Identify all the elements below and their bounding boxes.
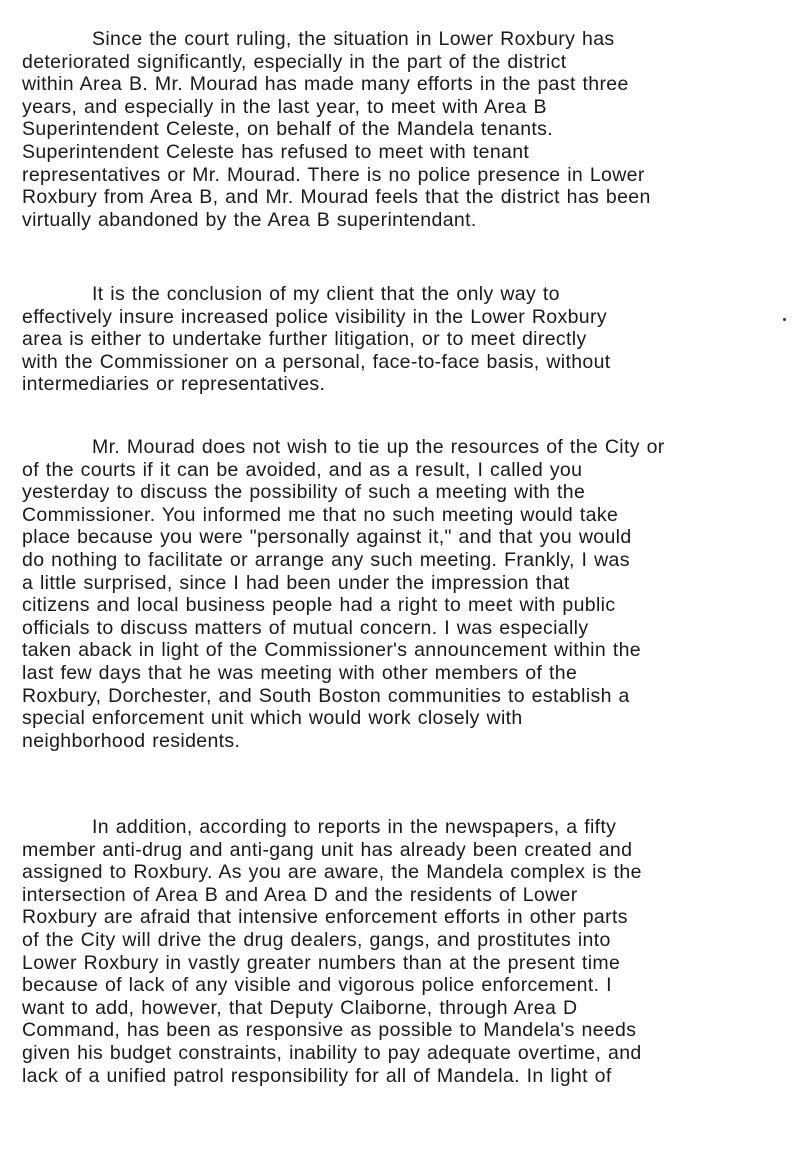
text-line: It is the conclusion of my client that the only way to [92,283,560,305]
text-line: deteriorated significantly, especially in the part of the district [22,50,567,73]
text-line: years, and especially in the last year, to meet with Area B [22,95,547,118]
scan-speck [783,318,786,321]
text-line: Mr. Mourad does not wish to tie up the resources of the City or [92,436,665,458]
text-line: do nothing to facilitate or arrange any such meeting. Frankly, I was [22,548,630,571]
text-line: citizens and local business people had a right to meet with public [22,594,616,617]
paragraph-court-ruling [22,28,782,231]
text-line: Roxbury, Dorchester, and South Boston communities to establish a [22,684,630,707]
text-line: want to add, however, that Deputy Claiborne, through Area D [22,996,578,1019]
text-line: Since the court ruling, the situation in Lower Roxbury has [92,28,615,50]
text-line: In addition, according to reports in the newspapers, a fifty [92,816,617,838]
text-line: because of lack of any visible and vigorous police enforcement. I [22,974,612,997]
text-line: effectively insure increased police visibility in the Lower Roxbury [22,305,607,328]
text-line: last few days that he was meeting with other members of the [22,661,578,684]
text-line: of the City will drive the drug dealers, gangs, and prostitutes into [22,928,611,951]
text-line: assigned to Roxbury. As you are aware, the Mandela complex is the [22,861,642,884]
text-line: yesterday to discuss the possibility of such a meeting with the [22,481,586,504]
text-line: officials to discuss matters of mutual concern. I was especially [22,616,589,639]
text-line: virtually abandoned by the Area B superintendant. [22,208,477,231]
text-line: given his budget constraints, inability to pay adequate overtime, and [22,1041,642,1064]
text-line: Command, has been as responsive as possible to Mandela's needs [22,1019,637,1042]
text-line: special enforcement unit which would work closely with [22,707,523,730]
text-line: intersection of Area B and Area D and the residents of Lower [22,883,578,906]
text-line: intermediaries or representatives. [22,373,326,396]
text-line: with the Commissioner on a personal, face-to-face basis, without [22,350,611,373]
text-line: Superintendent Celeste, on behalf of the Mandela tenants. [22,118,554,141]
text-line: a little surprised, since I had been under the impression that [22,571,570,594]
text-line: neighborhood residents. [22,729,241,752]
text-line: place because you were "personally against it," and that you would [22,526,632,549]
text-line: Roxbury from Area B, and Mr. Mourad feels that the district has been [22,186,651,209]
paragraph-meeting-request [22,436,782,752]
text-line: taken aback in light of the Commissioner's announcement within the [22,639,641,662]
text-line: Superintendent Celeste has refused to meet with tenant [22,140,530,163]
text-line: lack of a unified patrol responsibility for all of Mandela. In light of [22,1064,612,1087]
paragraph-anti-drug-unit [22,816,782,1087]
text-line: Commissioner. You informed me that no such meeting would take [22,503,619,526]
text-line: Lower Roxbury in vastly greater numbers than at the present time [22,951,621,974]
text-line: of the courts if it can be avoided, and as a result, I called you [22,458,583,481]
text-line: Roxbury are afraid that intensive enforcement efforts in other parts [22,906,628,929]
text-line: representatives or Mr. Mourad. There is no police presence in Lower [22,163,645,186]
paragraph-conclusion [22,283,782,396]
text-line: within Area B. Mr. Mourad has made many efforts in the past three [22,73,629,96]
text-line: member anti-drug and anti-gang unit has already been created and [22,838,633,861]
text-line: area is either to undertake further litigation, or to meet directly [22,328,587,351]
